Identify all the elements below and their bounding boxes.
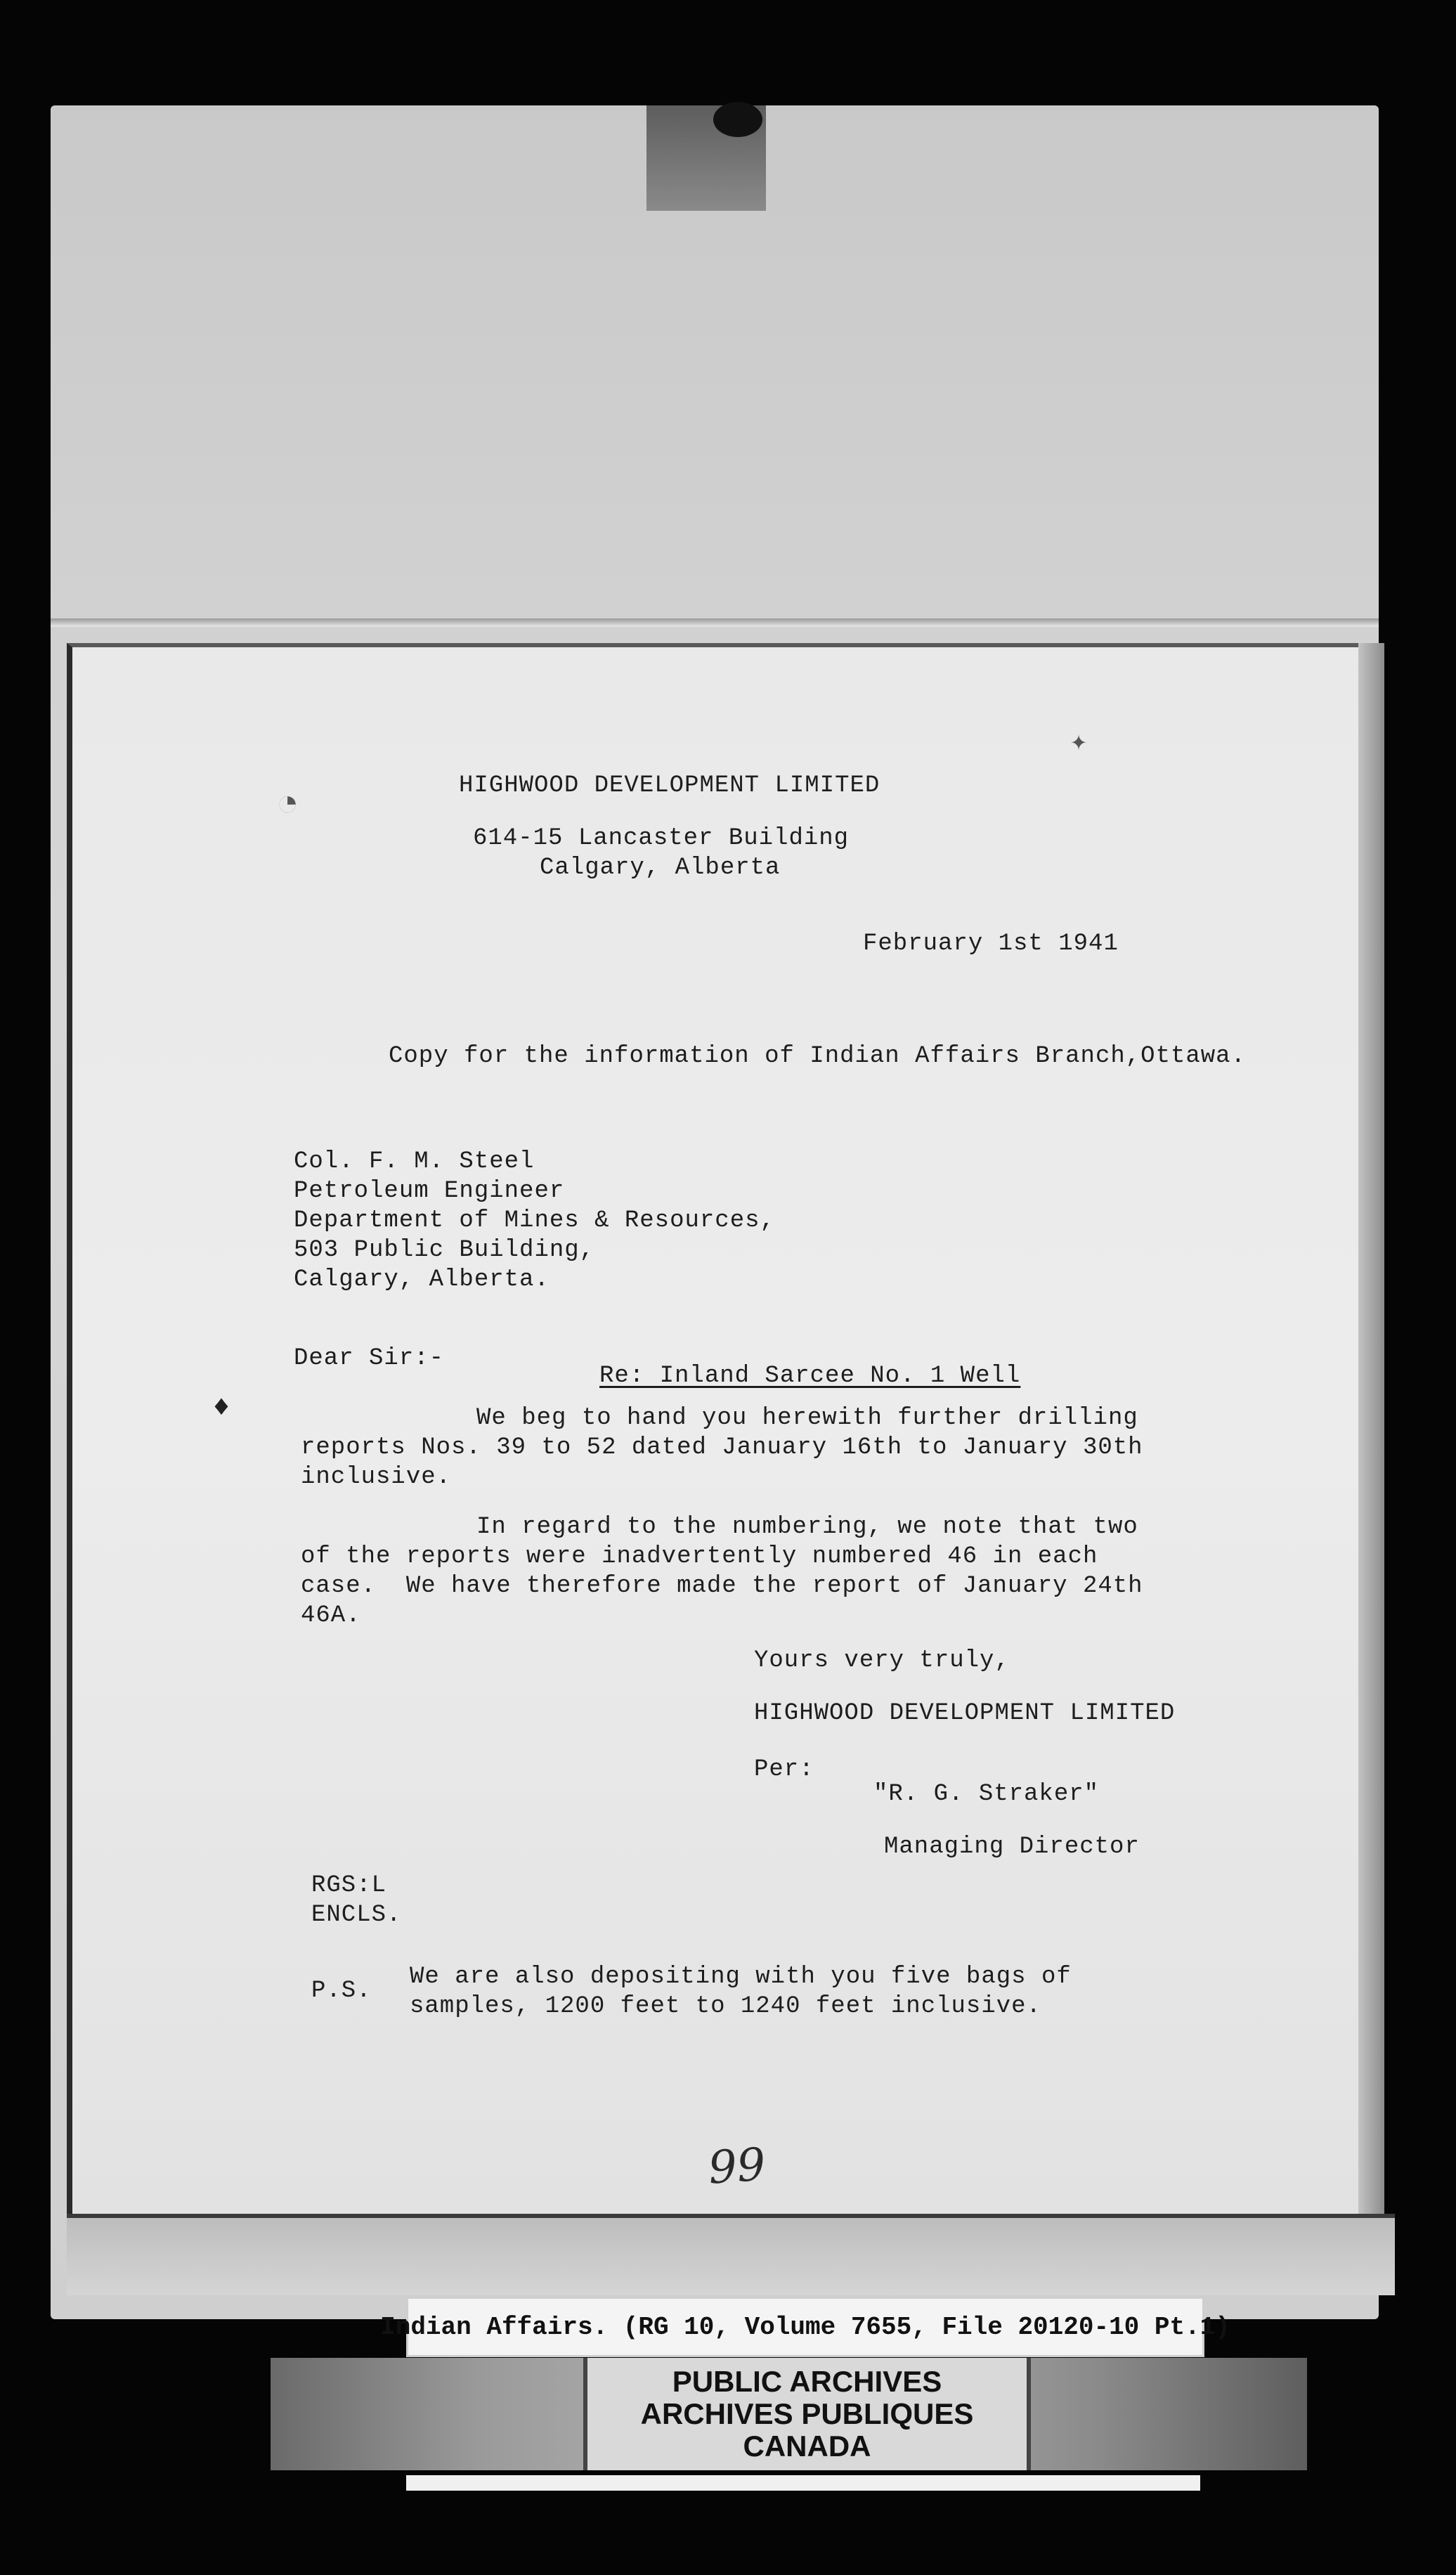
paragraph-2-line-1: In regard to the numbering, we note that two [476,1514,1138,1541]
bottom-label-edge [406,2475,1200,2491]
copy-note: Copy for the information of Indian Affairs Branch,Ottawa. [389,1043,1246,1070]
address-line-1: 614-15 Lancaster Building [473,825,850,852]
punch-hole [713,102,762,137]
recipient-line-2: Petroleum Engineer [294,1178,565,1205]
signature: "R. G. Straker" [873,1781,1100,1808]
salutation: Dear Sir:- [294,1345,445,1372]
per-label: Per: [754,1756,814,1783]
company-name: HIGHWOOD DEVELOPMENT LIMITED [459,772,880,799]
letter-date: February 1st 1941 [863,930,1119,957]
closing-company: HIGHWOOD DEVELOPMENT LIMITED [754,1700,1176,1727]
paragraph-1-line-1: We beg to hand you herewith further drilling [476,1405,1138,1432]
archive-stamp [583,2358,1031,2470]
recipient-line-5: Calgary, Alberta. [294,1266,550,1293]
paragraph-1-line-3: inclusive. [301,1464,452,1491]
enclosures: ENCLS. [311,1902,402,1928]
recipient-line-1: Col. F. M. Steel [294,1148,535,1175]
paragraph-2-line-3: case. We have therefore made the report of January 24th [301,1573,1143,1600]
ps-line-1: We are also depositing with you five bags of [410,1964,1072,1990]
paragraph-2-line-2: of the reports were inadvertently numbered 46 in each [301,1543,1098,1570]
stamp-line-3: CANADA [743,2430,871,2463]
typist-initials: RGS:L [311,1872,387,1899]
ink-mark-icon: ✦ [1070,727,1088,759]
margin-mark-icon: ♦ [213,1392,230,1424]
subject-line: Re: Inland Sarcee No. 1 Well [599,1363,1021,1389]
address-line-2: Calgary, Alberta [540,855,781,881]
stamp-line-1: PUBLIC ARCHIVES [672,2365,942,2398]
paragraph-1-line-2: reports Nos. 39 to 52 dated January 16th to January 30th [301,1434,1143,1461]
recipient-line-4: 503 Public Building, [294,1237,595,1264]
page-bottom-edge [67,2214,1395,2295]
ps-line-2: samples, 1200 feet to 1240 feet inclusive. [410,1993,1041,2020]
punch-mark-icon: ◔ [276,784,299,827]
ps-label: P.S. [311,1978,372,2004]
folio-number: 99 [706,2139,767,2195]
stamp-line-2: ARCHIVES PUBLIQUES [640,2397,974,2430]
fold-line [51,618,1379,627]
signer-title: Managing Director [884,1834,1140,1860]
recipient-line-3: Department of Mines & Resources, [294,1207,775,1234]
letter-page [67,643,1358,2221]
paragraph-2-line-4: 46A. [301,1602,361,1629]
closing: Yours very truly, [754,1647,1010,1674]
archive-reference-label: Indian Affairs. (RG 10, Volume 7655, File 20120-10 Pt.1) [406,2297,1204,2357]
